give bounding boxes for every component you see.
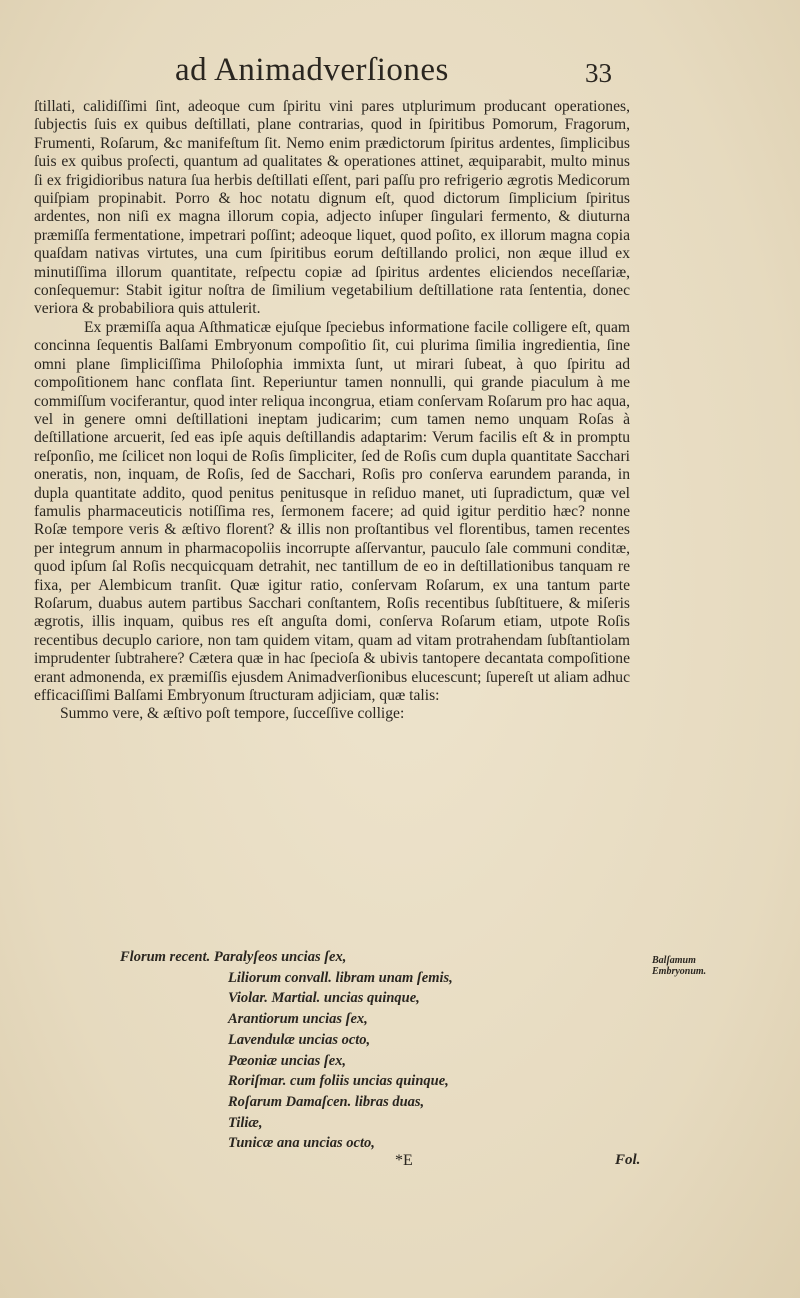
- paragraph: Ex præmiſſa aqua Aſthmaticæ ejuſque ſpeciebus informatione facile colligere eſt, quam concinna ſequentis Balſami Embryonum compoſitio ſit, cui plurima ſimilia ingredientia, ſine omni plane ſimpliciſſima Philoſophia immixta ſunt, ut mirari ſubeat, à quo ſpiritu ad compoſitionem hanc conflata ſint. Reperiuntur tamen nonnulli, qui grande piaculum à me commiſſum vociferantur, quod inter reliqua incongrua, etiam conſervam Roſarum pro hac aqua, vel in genere omni deſtillationi ineptam judicarim; cum tamen nemo unquam Roſas à deſtillatione arcuerit, ſed eas ipſe aquis deſtillandis adaptarim: Verum facilis eſt & in promptu reſponſio, me ſcilicet non loqui de Roſis ſimpliciter, ſed de Roſis cum dupla quantitate Sacchari oneratis, non, inquam, de Roſis, ſed de Sacchari, Roſis pro conſerva earundem paranda, in dupla quantitate addito, quod penitus penitusque in reſiduo manet, uti ſupradictum, quæ vel famulis pharmaceuticis notiſſima res, ſermonem facere; ad quid igitur perditio hæc? nonne Roſæ tempore veris & æſtivo florent? & illis non proſtantibus vel florentibus, tamen recentes per integrum annum in pharmacopoliis incorrupte aſſervantur, pauculo ſale communi conditæ, quod ipſum ſal Roſis necquicquam detrahit, nec tantillum de eo in deſtillationibus tanquam re fixa, per Alembicum tranſit. Quæ igitur ratio, conſervam Roſarum, ex una tantum parte Roſarum, duabus autem partibus Sacchari conſtantem, Roſis recentibus ſubſtituere, & miſeris ægrotis, illis inquam, quibus res eſt anguſta domi, conſerva Roſarum etiam, utpote Roſis recentibus decuplo cariore, non tam quidem vitam, quam ad vitam protrahendam ſubſtantiolam imprudenter ſubtrahere? Cætera quæ in hac ſpecioſa & ubivis tantopere decantata compoſitione erant admonenda, ex præmiſſis ejusdem Animadverſionibus elucescunt; ſupereſt ut aliam adhuc efficaciſſimi Balſami Embryonum ſtructuram adjiciam, quæ talis:: [34, 318, 630, 704]
- paragraph: ſtillati, calidiſſimi ſint, adeoque cum ſpiritu vini pares utplurimum producant operationes, ſubjectis ſuis ex quibus deſtillati, plane contrarias, quod in ſpiritibus Pomorum, Fragorum, Frumenti, Roſarum, &c manifeſtum ſit. Nemo enim prædictorum ſpiritus ardentes, ſimplicibus ſuis ex quibus proſecti, quantum ad qualitates & operationes attinet, æquiparabit, multo minus ſi ex frigidioribus natura ſua herbis deſtillati eſſent, pari paſſu pro refrigerio ægrotis Medicorum quiſpiam propinabit. Porro & hoc notatu dignum eſt, quod dictorum ſimplicium ſpiritus ardentes, non niſi ex magna illorum copia, adjecto inſuper ſingulari fermento, & diuturna præmiſſa fermentatione, impetrari poſſint; adeoque liquet, quod poſito, ex illorum magna copia quaſdam nativas virtutes, una cum ſpiritibus eorum deſtillando prolici, non æque illud ex minutiſſima illorum quantitate, reſpectu copiæ ad ſpiritus ardentes eliciendos neceſſariæ, conſequemur: Stabit igitur noſtra de ſimilium vegetabilium deſtillatione rata ſententia, donec veriora & probabiliora quis attulerit.: [34, 98, 630, 318]
- recipe-line: Florum recent. Paralyſeos uncias ſex,: [120, 949, 347, 965]
- running-head: ad Animadverſiones: [175, 52, 449, 88]
- recipe-line: Violar. Martial. uncias quinque,: [228, 990, 420, 1007]
- recipe-line: Pœoniæ uncias ſex,: [228, 1052, 347, 1069]
- page-number: 33: [585, 58, 612, 88]
- recipe-line: Liliorum convall. libram unam ſemis,: [228, 969, 453, 986]
- recipe-list: [120, 947, 640, 1154]
- catchword: Fol.: [615, 1152, 641, 1168]
- body-text: [34, 98, 630, 724]
- margin-note: Balſamum Embryonum.: [652, 955, 707, 977]
- signature-mark: *E: [395, 1152, 413, 1169]
- recipe-line: Tiliæ,: [228, 1114, 263, 1131]
- recipe-line: Roriſmar. cum foliis uncias quinque,: [228, 1073, 449, 1090]
- paragraph: Summo vere, & æſtivo poſt tempore, ſucceſſive collige:: [60, 705, 405, 723]
- page-header: [0, 52, 800, 102]
- recipe-line: Tunicæ ana uncias octo,: [228, 1135, 375, 1152]
- recipe-line: Lavendulæ uncias octo,: [228, 1031, 371, 1048]
- recipe-line: Roſarum Damaſcen. libras duas,: [228, 1093, 425, 1110]
- recipe-line: Arantiorum uncias ſex,: [228, 1011, 368, 1028]
